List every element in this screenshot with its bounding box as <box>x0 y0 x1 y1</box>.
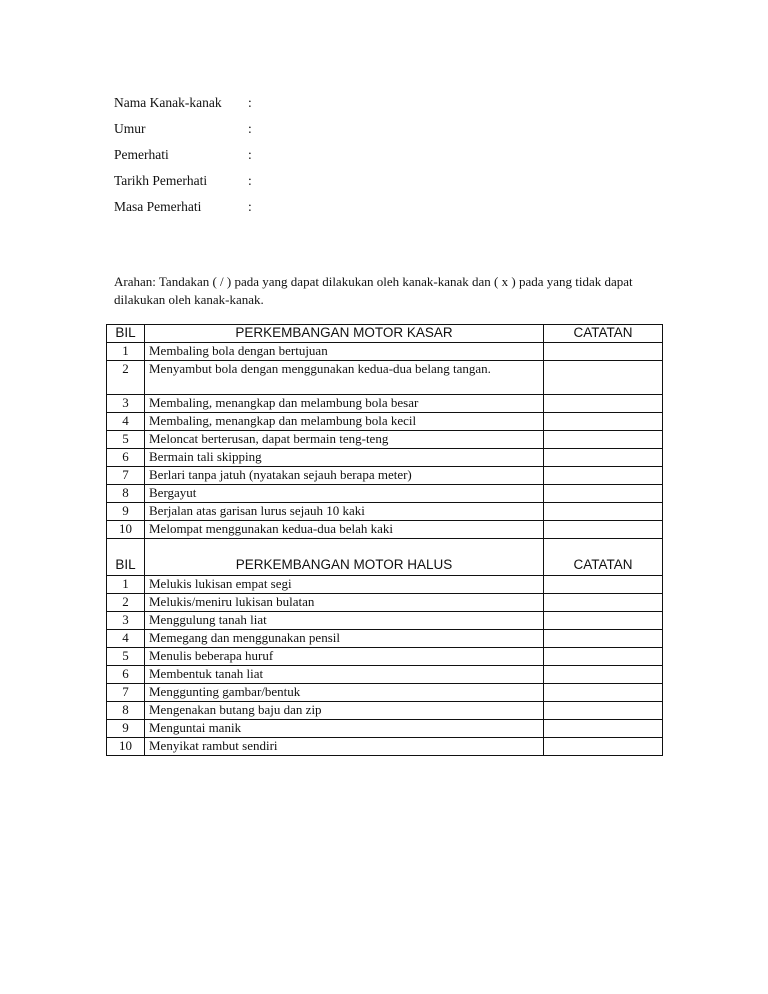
table-row <box>107 738 663 756</box>
catatan-cell[interactable] <box>544 684 663 702</box>
row-number: 10 <box>107 521 145 539</box>
table-row <box>107 485 663 503</box>
catatan-cell[interactable] <box>544 343 663 361</box>
table-row <box>107 666 663 684</box>
catatan-cell[interactable] <box>544 738 663 756</box>
row-activity: Membaling bola dengan bertujuan <box>145 343 544 361</box>
row-activity: Bermain tali skipping <box>145 449 544 467</box>
row-number: 3 <box>107 612 145 630</box>
row-number: 1 <box>107 576 145 594</box>
catatan-cell[interactable] <box>544 361 663 395</box>
observation-table <box>106 324 663 756</box>
catatan-cell[interactable] <box>544 395 663 413</box>
row-number: 5 <box>107 431 145 449</box>
table-row <box>107 702 663 720</box>
row-number: 7 <box>107 684 145 702</box>
table-row <box>107 630 663 648</box>
catatan-cell[interactable] <box>544 666 663 684</box>
catatan-cell[interactable] <box>544 720 663 738</box>
instruction-text: Arahan: Tandakan ( / ) pada yang dapat dilakukan oleh kanak-kanak dan ( x ) pada yang tidak dapat dilakukan oleh kanak-kanak. <box>114 274 633 307</box>
catatan-cell[interactable] <box>544 467 663 485</box>
field-label: Pemerhati <box>114 147 169 162</box>
row-number: 1 <box>107 343 145 361</box>
field-label: Tarikh Pemerhati <box>114 173 208 188</box>
field-colon: : <box>248 173 252 188</box>
catatan-header: CATATAN <box>544 325 663 343</box>
catatan-cell[interactable] <box>544 503 663 521</box>
field-nama <box>114 90 268 116</box>
bil-header: BIL <box>107 325 145 343</box>
row-number: 2 <box>107 594 145 612</box>
catatan-cell[interactable] <box>544 594 663 612</box>
row-number: 6 <box>107 449 145 467</box>
catatan-cell[interactable] <box>544 702 663 720</box>
row-activity: Meloncat berterusan, dapat bermain teng-teng <box>145 431 544 449</box>
field-tarikh <box>114 168 268 194</box>
row-activity: Membaling, menangkap dan melambung bola besar <box>145 395 544 413</box>
field-pemerhati <box>114 142 268 168</box>
table-row <box>107 521 663 539</box>
field-colon: : <box>248 121 252 136</box>
catatan-header: CATATAN <box>544 539 663 576</box>
halus-header-row <box>107 539 663 576</box>
row-number: 9 <box>107 503 145 521</box>
row-number: 4 <box>107 413 145 431</box>
field-umur <box>114 116 268 142</box>
table-row <box>107 413 663 431</box>
catatan-cell[interactable] <box>544 576 663 594</box>
row-number: 6 <box>107 666 145 684</box>
row-activity: Menggunting gambar/bentuk <box>145 684 544 702</box>
row-number: 4 <box>107 630 145 648</box>
catatan-cell[interactable] <box>544 413 663 431</box>
catatan-cell[interactable] <box>544 630 663 648</box>
row-activity: Melukis/meniru lukisan bulatan <box>145 594 544 612</box>
table-row <box>107 467 663 485</box>
table-row <box>107 503 663 521</box>
field-label: Masa Pemerhati <box>114 199 202 214</box>
table-row <box>107 576 663 594</box>
table-row <box>107 361 663 395</box>
field-label: Nama Kanak-kanak <box>114 95 222 110</box>
row-activity: Menyikat rambut sendiri <box>145 738 544 756</box>
child-info-form <box>114 90 268 220</box>
halus-title-header: PERKEMBANGAN MOTOR HALUS <box>145 539 544 576</box>
row-activity: Membentuk tanah liat <box>145 666 544 684</box>
row-number: 8 <box>107 485 145 503</box>
row-activity: Membaling, menangkap dan melambung bola kecil <box>145 413 544 431</box>
kasar-title-header: PERKEMBANGAN MOTOR KASAR <box>145 325 544 343</box>
row-number: 2 <box>107 361 145 395</box>
row-activity: Menggulung tanah liat <box>145 612 544 630</box>
row-number: 3 <box>107 395 145 413</box>
row-activity: Melukis lukisan empat segi <box>145 576 544 594</box>
table-row <box>107 684 663 702</box>
row-activity: Berlari tanpa jatuh (nyatakan sejauh berapa meter) <box>145 467 544 485</box>
table-row <box>107 594 663 612</box>
field-masa <box>114 194 268 220</box>
row-activity: Mengenakan butang baju dan zip <box>145 702 544 720</box>
catatan-cell[interactable] <box>544 612 663 630</box>
catatan-cell[interactable] <box>544 485 663 503</box>
catatan-cell[interactable] <box>544 521 663 539</box>
row-activity: Menguntai manik <box>145 720 544 738</box>
catatan-cell[interactable] <box>544 648 663 666</box>
row-activity: Memegang dan menggunakan pensil <box>145 630 544 648</box>
row-activity: Berjalan atas garisan lurus sejauh 10 kaki <box>145 503 544 521</box>
field-colon: : <box>248 199 252 214</box>
row-number: 10 <box>107 738 145 756</box>
row-activity: Menyambut bola dengan menggunakan kedua-dua belang tangan. <box>145 361 544 395</box>
field-label: Umur <box>114 121 146 136</box>
kasar-header-row <box>107 325 663 343</box>
row-number: 9 <box>107 720 145 738</box>
table-row <box>107 648 663 666</box>
catatan-cell[interactable] <box>544 431 663 449</box>
bil-header: BIL <box>107 539 145 576</box>
catatan-cell[interactable] <box>544 449 663 467</box>
row-number: 7 <box>107 467 145 485</box>
table-row <box>107 612 663 630</box>
row-number: 8 <box>107 702 145 720</box>
table-row <box>107 720 663 738</box>
table-row <box>107 449 663 467</box>
row-activity: Bergayut <box>145 485 544 503</box>
row-number: 5 <box>107 648 145 666</box>
table-row <box>107 343 663 361</box>
table-row <box>107 395 663 413</box>
table-row <box>107 431 663 449</box>
row-activity: Melompat menggunakan kedua-dua belah kaki <box>145 521 544 539</box>
field-colon: : <box>248 147 252 162</box>
row-activity: Menulis beberapa huruf <box>145 648 544 666</box>
field-colon: : <box>248 95 252 110</box>
